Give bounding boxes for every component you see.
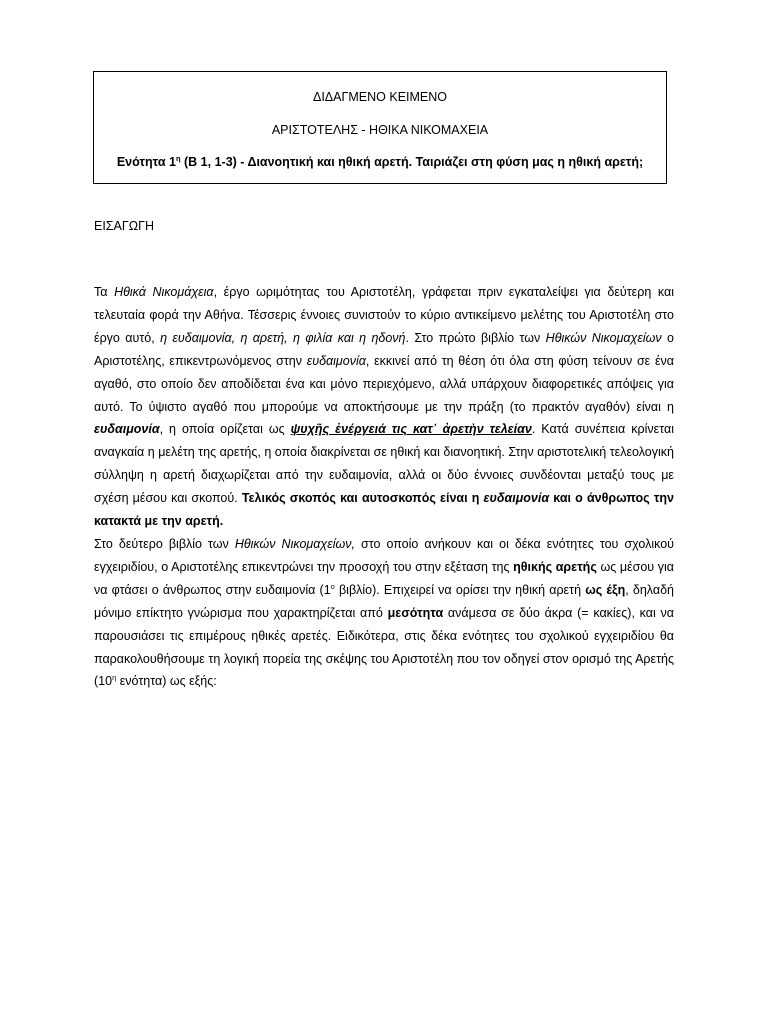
text-run: , η οποία ορίζεται ως xyxy=(159,422,291,437)
text-run: . Κατά συνέπεια κρίνεται αναγκαία η μελέτη της αρετής, η οποία διακρίνεται σε ηθική και διανοητική. Στην αριστοτελική τελεολογική σύλληψη η αρετή διαχωρίζεται από την ευδαιμονία, αλλά οι δύο έννοιες συνδέονται μεταξύ τους με σχέση μέσου και σκοπού. xyxy=(94,422,674,506)
header-work-title: ΑΡΙΣΤΟΤΕΛΗΣ - ΗΘΙΚΑ ΝΙΚΟΜΑΧΕΙΑ xyxy=(271,123,489,137)
bold-italic-term: ευδαιμονία xyxy=(94,422,160,437)
italic-concepts: η ευδαιμονία, η αρετή, η φιλία και η ηδονή xyxy=(160,330,406,345)
text-run: ανάμεσα σε δύο άκρα (= κακίες), και να παρουσιάσει τις επιμέρους ηθικές αρετές. Ειδικότερα, στις δέκα ενότητες του σχολικού εγχειριδίου θα παρακολουθήσουμε τη λογική πορεία της σκέψης του Αριστοτέλη που τον οδηγεί στον ορισμό της Αρετής (10 xyxy=(94,605,674,689)
header-title: ΔΙΔΑΓΜΕΝΟ ΚΕΙΜΕΝΟ xyxy=(312,90,447,104)
text-run: ενότητα) ως εξής: xyxy=(116,674,217,689)
paragraph-2 xyxy=(94,533,674,693)
bold-italic-term: ευδαιμονία xyxy=(483,491,550,506)
text-run: Τα xyxy=(94,285,115,299)
unit-superscript: η xyxy=(175,154,181,163)
text-run: ως μέσου για να φτάσει ο άνθρωπος στην ευδαιμονία (1 xyxy=(94,559,675,597)
italic-work-title: Ηθικών Νικομαχείων xyxy=(545,330,662,345)
text-run: , δηλαδή μόνιμο επίκτητο γνώρισμα που χαρακτηρίζεται από xyxy=(94,582,674,620)
unit-prefix: Ενότητα 1 xyxy=(116,155,176,169)
bold-phrase: ως έξη xyxy=(585,582,626,597)
bold-phrase: και ο άνθρωπος την κατακτά με την αρετή. xyxy=(94,491,674,529)
bold-phrase: Τελικός σκοπός και αυτοσκοπός είναι η xyxy=(241,491,484,506)
bold-phrase: ηθικής αρετής xyxy=(513,559,597,574)
header-unit-title xyxy=(94,155,666,169)
ancient-greek-definition: ψυχῆς ἐνέργειά τις κατ᾽ ἀρετὴν τελείαν xyxy=(290,422,532,437)
text-run: στο οποίο ανήκουν και οι δέκα ενότητες του σχολικού εγχειριδίου, ο Αριστοτέλης επικεντρώνει την προσοχή του στην εξέταση της xyxy=(94,536,674,574)
text-run: ο Αριστοτέλης, επικεντρωνόμενος στην xyxy=(94,330,674,368)
text-run: Στο δεύτερο βιβλίο των xyxy=(94,536,235,551)
text-run: , έργο ωριμότητας του Αριστοτέλη, γράφεται πριν εγκαταλείψει για δεύτερη και τελευταία φορά την Αθήνα. Τέσσερις έννοιες συνιστούν το κύριο αντικείμενο μελέτης του Αριστοτέλη στο έργο αυτό, xyxy=(94,285,674,345)
italic-work-title: Ηθικά Νικομάχεια xyxy=(114,285,214,299)
text-run: , εκκινεί από τη θέση ότι όλα στη φύση τείνουν σε ένα αγαθό, στο οποίο δεν αποδίδεται ένα και μόνο περιεχόμενο, αλλά υπάρχουν διαφορετικές απόψεις για αυτό. Το ύψιστο αγαθό που μπορούμε να αποκτήσουμε με την πράξη (το πρακτόν αγαθόν) είναι η xyxy=(94,353,675,414)
intro-heading: ΕΙΣΑΓΩΓΗ xyxy=(94,219,155,233)
superscript: ο xyxy=(330,581,335,591)
text-run: . Στο πρώτο βιβλίο των xyxy=(405,330,546,345)
document-header-box xyxy=(93,71,667,184)
italic-term: ευδαιμονία xyxy=(306,353,366,368)
body-text xyxy=(94,281,674,693)
text-run: βιβλίο). Επιχειρεί να ορίσει την ηθική αρετή xyxy=(334,582,586,597)
bold-phrase: μεσότητα xyxy=(387,605,444,620)
italic-work-title: Ηθικών Νικομαχείων, xyxy=(234,536,355,551)
paragraph-1 xyxy=(94,281,674,533)
superscript: η xyxy=(112,673,117,683)
unit-rest: (Β 1, 1-3) - Διανοητική και ηθική αρετή. Ταιριάζει στη φύση μας η ηθική αρετή; xyxy=(180,155,644,169)
